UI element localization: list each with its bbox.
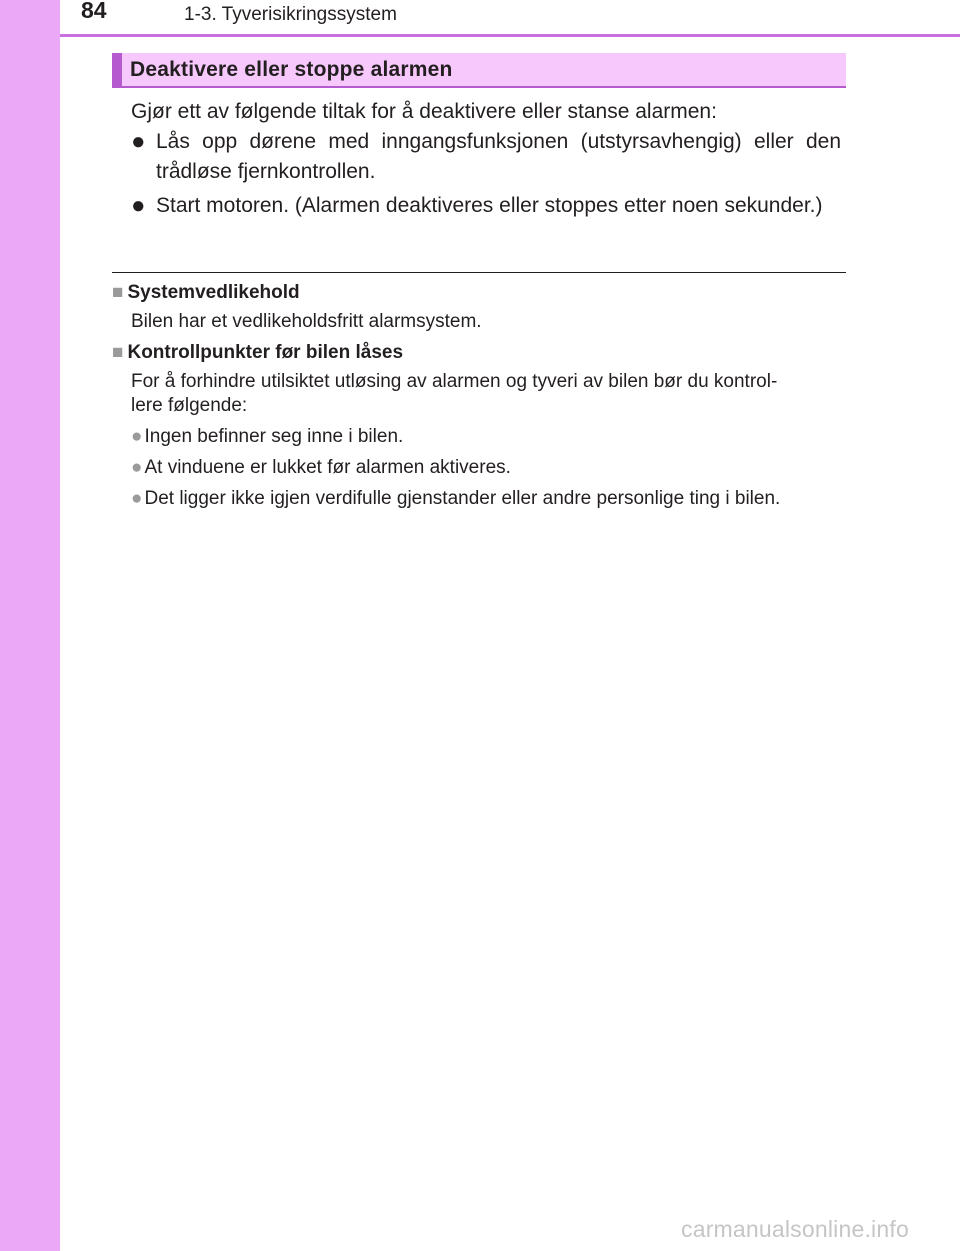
section-divider	[112, 272, 846, 273]
chapter-sidebar	[0, 0, 60, 1251]
watermark: carmanualsonline.info	[681, 1216, 909, 1242]
list-item-text: Lås opp dørene med inngangsfunksjonen (utstyrsavhengig) eller den trådløse fjernkontrollen.	[156, 130, 841, 183]
bullet-icon: ●	[131, 488, 143, 509]
header-rule	[60, 34, 960, 37]
list-item-text: Det ligger ikke igjen verdifulle gjenstander eller andre personlige ting i bilen.	[144, 488, 781, 509]
note-heading	[112, 282, 300, 304]
note-heading-text: Systemvedlikehold	[127, 282, 300, 303]
list-item	[131, 456, 851, 480]
list-item	[131, 487, 851, 511]
list-item-text: Start motoren. (Alarmen deaktiveres eller stoppes etter noen sekunder.)	[156, 194, 823, 217]
note-text: For å forhindre utilsiktet utløsing av alarmen og tyveri av bilen bør du kontrol- lere følgende:	[131, 371, 778, 416]
list-item-text: At vinduene er lukket før alarmen aktiveres.	[144, 457, 511, 478]
list-item	[131, 425, 851, 449]
bullet-icon: ●	[131, 457, 143, 478]
section-intro: Gjør ett av følgende tiltak for å deaktivere eller stanse alarmen:	[131, 100, 717, 123]
square-icon: ■	[112, 342, 124, 363]
bullet-icon: ●	[131, 192, 146, 219]
list-item-text: Ingen befinner seg inne i bilen.	[144, 426, 404, 447]
chapter-title: 1-3. Tyverisikringssystem	[184, 4, 397, 25]
note-text: Bilen har et vedlikeholdsfritt alarmsystem.	[131, 311, 482, 332]
square-icon: ■	[112, 282, 124, 303]
note-heading-text: Kontrollpunkter før bilen låses	[127, 342, 404, 363]
bullet-icon: ●	[131, 426, 143, 447]
section-title: Deaktivere eller stoppe alarmen	[130, 58, 453, 81]
bullet-icon: ●	[131, 128, 146, 155]
section-heading	[112, 53, 846, 88]
section-marker	[112, 53, 122, 86]
note-heading	[112, 342, 403, 364]
page-number: 84	[81, 0, 107, 23]
